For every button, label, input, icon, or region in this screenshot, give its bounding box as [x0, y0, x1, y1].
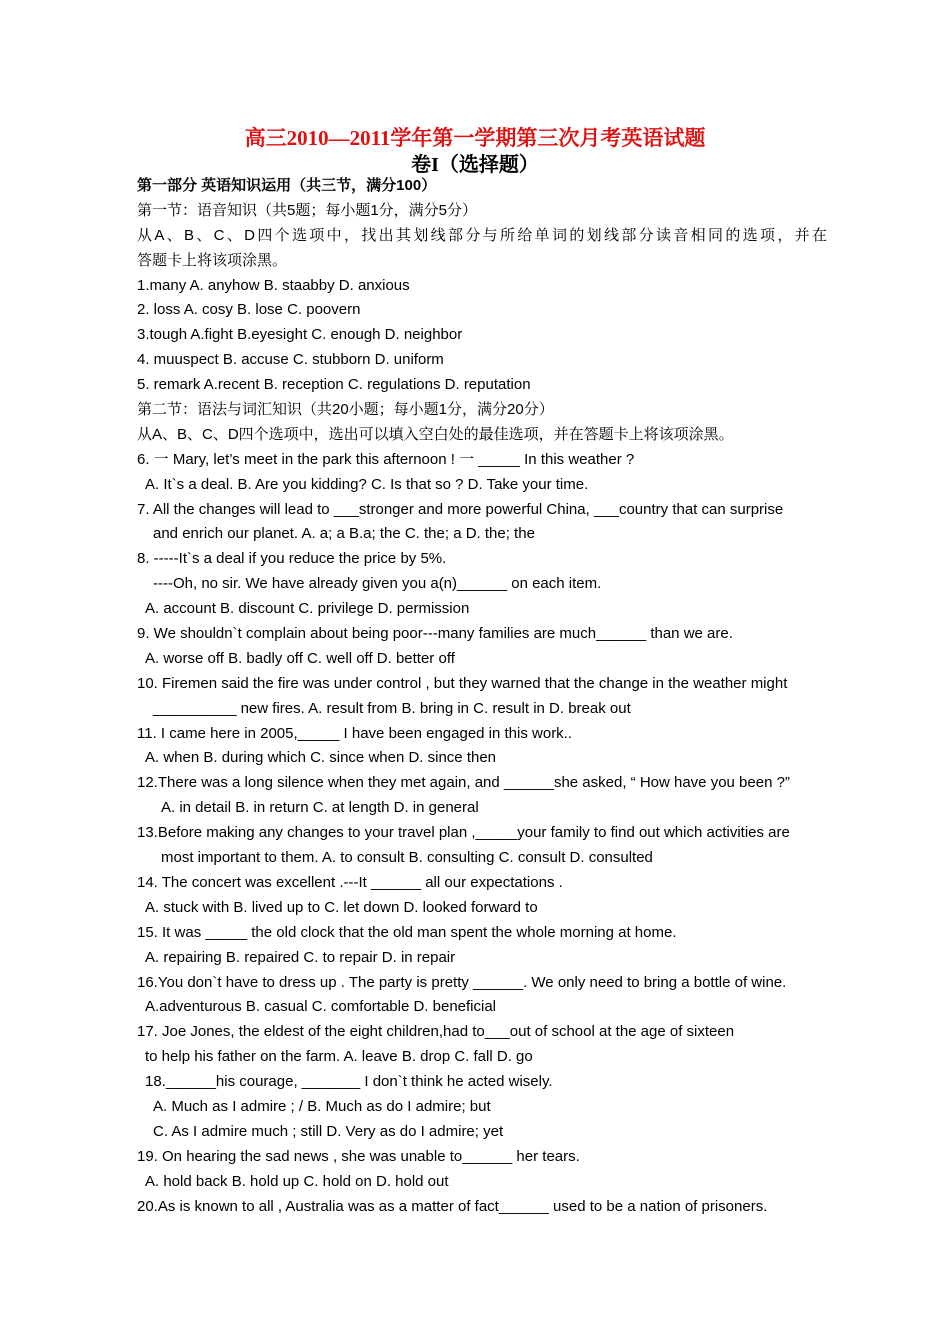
- exam-line: most important to them. A. to consult B. consulting C. consult D. consulted: [161, 849, 653, 867]
- exam-line: A. in detail B. in return C. at length D. in general: [161, 799, 479, 817]
- exam-line: 18.______his courage, _______ I don`t think he acted wisely.: [145, 1073, 553, 1091]
- exam-line: 4. muuspect B. accuse C. stubborn D. uniform: [137, 351, 444, 369]
- exam-line: 7. All the changes will lead to ___stronger and more powerful China, ___country that can surprise: [137, 500, 784, 518]
- exam-line: 11. I came here in 2005,_____ I have been engaged in this work..: [137, 724, 573, 742]
- exam-line: 5. remark A.recent B. reception C. regulations D. reputation: [137, 376, 531, 394]
- exam-line: 10. Firemen said the fire was under control , but they warned that the change in the weather might: [137, 674, 788, 692]
- exam-line: A. worse off B. badly off C. well off D. better off: [145, 649, 455, 667]
- exam-line: C. As I admire much ; still D. Very as do I admire; yet: [153, 1122, 504, 1140]
- exam-line: A.adventurous B. casual C. comfortable D. beneficial: [145, 998, 497, 1016]
- exam-line: 20.As is known to all , Australia was as a matter of fact______ used to be a nation of prisoners.: [137, 1197, 768, 1215]
- exam-line: 从A、B、C、D四个选项中，找出其划线部分与所给单词的划线部分读音相同的选项，并在: [137, 226, 827, 244]
- exam-line: 19. On hearing the sad news , she was unable to______ her tears.: [137, 1147, 580, 1165]
- exam-line: A. It`s a deal. B. Are you kidding? C. Is that so ? D. Take your time.: [145, 475, 589, 493]
- exam-line: 14. The concert was excellent .---It ______ all our expectations .: [137, 873, 563, 891]
- exam-title: 高三2010—2011学年第一学期第三次月考英语试题: [244, 126, 706, 150]
- exam-line: 8. -----It`s a deal if you reduce the price by 5%.: [137, 550, 447, 568]
- exam-line: 12.There was a long silence when they met again, and ______she asked, “ How have you been ?”: [137, 774, 790, 792]
- exam-line: 3.tough A.fight B.eyesight C. enough D. neighbor: [137, 326, 463, 344]
- exam-line: 16.You don`t have to dress up . The party is pretty ______. We only need to bring a bottle of wine.: [137, 973, 787, 991]
- exam-line: A. hold back B. hold up C. hold on D. hold out: [145, 1172, 449, 1190]
- exam-line: __________ new fires. A. result from B. bring in C. result in D. break out: [153, 699, 631, 717]
- exam-line: ----Oh, no sir. We have already given you a(n)______ on each item.: [153, 575, 602, 593]
- exam-line: 2. loss A. cosy B. lose C. poovern: [137, 301, 361, 319]
- exam-line: A. stuck with B. lived up to C. let down D. looked forward to: [145, 898, 538, 916]
- exam-line: 第一部分 英语知识运用（共三节，满分100）: [137, 177, 437, 194]
- exam-subtitle: 卷I（选择题）: [411, 154, 539, 176]
- exam-line: 17. Joe Jones, the eldest of the eight children,had to___out of school at the age of sixteen: [137, 1023, 735, 1041]
- exam-line: A. Much as I admire ; / B. Much as do I admire; but: [153, 1097, 491, 1115]
- exam-line: 从A、B、C、D四个选项中，选出可以填入空白处的最佳选项，并在答题卡上将该项涂黑。: [137, 425, 734, 443]
- exam-line: 15. It was _____ the old clock that the old man spent the whole morning at home.: [137, 923, 677, 941]
- exam-line: 9. We shouldn`t complain about being poor---many families are much______ than we are.: [137, 625, 733, 643]
- exam-line: A. when B. during which C. since when D. since then: [145, 749, 497, 767]
- exam-line: A. repairing B. repaired C. to repair D. in repair: [145, 948, 456, 966]
- exam-line: 第二节：语法与词汇知识（共20小题；每小题1分，满分20分）: [137, 401, 554, 419]
- exam-line: 6. 一 Mary, let’s meet in the park this afternoon ! 一 _____ In this weather ?: [137, 450, 635, 468]
- exam-line: 第一节：语音知识（共5题；每小题1分，满分5分）: [137, 201, 478, 219]
- exam-line: A. account B. discount C. privilege D. permission: [145, 600, 470, 618]
- exam-line: to help his father on the farm. A. leave B. drop C. fall D. go: [145, 1048, 533, 1066]
- exam-line: 1.many A. anyhow B. staabby D. anxious: [137, 276, 410, 294]
- exam-line: 13.Before making any changes to your travel plan ,_____your family to find out which activities are: [137, 824, 790, 842]
- exam-line: 答题卡上将该项涂黑。: [137, 251, 288, 269]
- exam-line: and enrich our planet. A. a; a B.a; the C. the; a D. the; the: [153, 525, 535, 543]
- exam-body: [137, 174, 827, 1219]
